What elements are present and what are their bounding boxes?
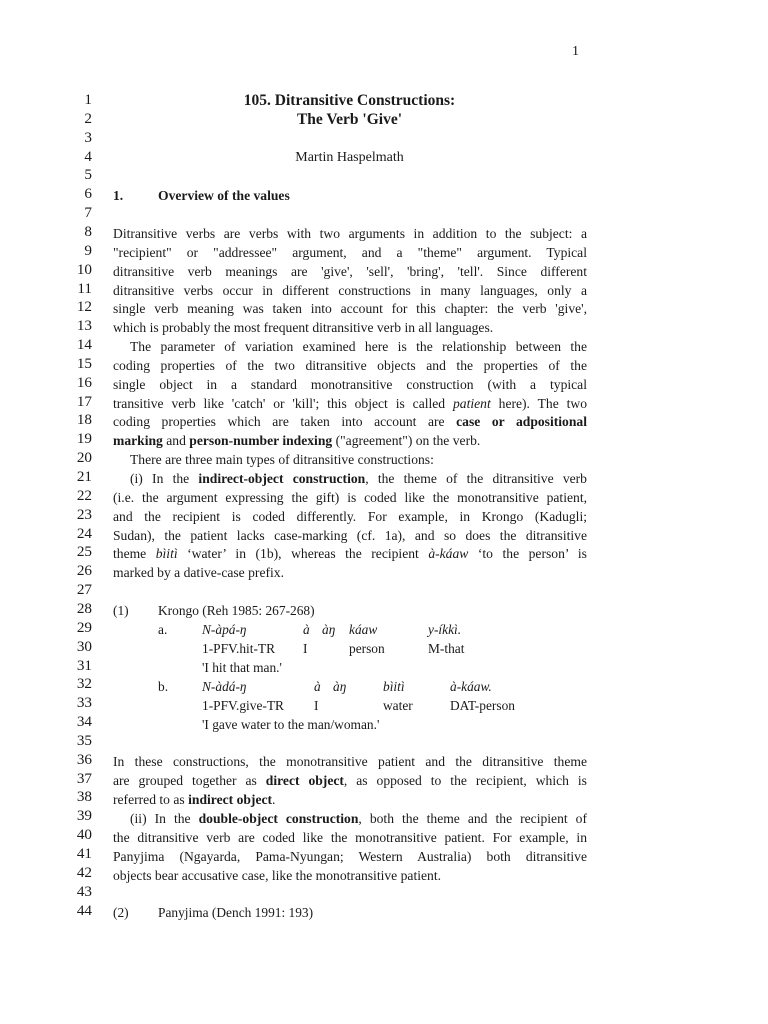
line-number: 2 — [84, 109, 92, 127]
example-1b-gloss: 1-PFV.give-TR — [202, 698, 284, 713]
example-1a-label: a. — [158, 622, 168, 637]
text-span: are grouped together as — [113, 772, 266, 788]
line-number: 3 — [84, 128, 92, 146]
example-1b-word: N-àdá-ŋ — [202, 679, 247, 694]
line-number: 1 — [84, 91, 92, 108]
line-number: 42 — [76, 863, 92, 881]
example-1b-word: bìitì — [383, 679, 405, 694]
example-1a-gloss: I — [303, 641, 308, 656]
text-line: coding properties of the two ditransitive objects and the properties of the — [113, 357, 587, 373]
text-line — [113, 413, 587, 432]
text-span: ("agreement") on the verb. — [332, 433, 481, 449]
text-span: referred to as — [113, 791, 189, 807]
line-number: 11 — [77, 279, 92, 297]
text-line: the ditransitive verb are coded like the monotransitive patient. For example, in — [113, 829, 587, 845]
text-line: marked by a dative-case prefix. — [113, 565, 284, 581]
text-line: ditransitive verbs occur in different constructions in many languages, only a — [113, 282, 587, 298]
line-number: 36 — [76, 750, 92, 768]
text-span: theme — [113, 546, 156, 562]
text-line: which is probably the most frequent ditransitive verb in all languages. — [113, 320, 494, 336]
paragraph-4 — [113, 470, 587, 583]
line-number: 43 — [76, 882, 92, 900]
line-number: 41 — [76, 845, 92, 862]
example-1a-word: N-àpá-ŋ — [202, 622, 247, 637]
text-span: coding properties which are taken into account are — [113, 414, 457, 430]
section-number: 1. — [113, 188, 124, 203]
line-number: 37 — [76, 769, 92, 787]
term-indirect-object: indirect object — [188, 791, 273, 807]
line-number: 13 — [76, 317, 92, 335]
text-line: Sudan), the patient lacks case-marking (cf. 1a), and so does the ditransitive — [113, 527, 587, 543]
term-double-object-construction: double-object construction — [198, 811, 359, 826]
line-number: 24 — [76, 524, 92, 542]
paragraph-3: There are three main types of ditransitive constructions: — [130, 452, 434, 467]
line-number: 12 — [76, 298, 92, 316]
line-number: 38 — [76, 788, 92, 806]
term-case-marking: case or adpositional — [456, 414, 587, 430]
paragraph-2 — [113, 338, 587, 451]
line-number: 15 — [76, 354, 92, 372]
example-1a-gloss: 1-PFV.hit-TR — [202, 641, 276, 656]
page-number: 1 — [572, 44, 579, 59]
example-1a-word: y-íkkì. — [428, 622, 462, 637]
line-number: 17 — [76, 392, 92, 410]
example-1a-gloss: M-that — [428, 641, 465, 656]
text-line: and the recipient is coded differently. For example, in Krongo (Kadugli; — [113, 508, 587, 524]
line-number: 33 — [76, 694, 92, 712]
line-number: 35 — [76, 731, 92, 749]
text-line: (i.e. the argument expressing the gift) is coded like the monotransitive patient, — [113, 489, 587, 505]
line-number: 28 — [76, 599, 92, 617]
term-to-person: à-káaw — [428, 546, 469, 562]
text-line: Ditransitive verbs are verbs with two arguments in addition to the subject: a — [113, 226, 587, 241]
line-number: 34 — [76, 713, 92, 731]
line-number: 19 — [76, 430, 92, 448]
example-1b-translation: 'I gave water to the man/woman.' — [202, 717, 380, 732]
example-1-source: Krongo (Reh 1985: 267-268) — [158, 603, 315, 618]
author: Martin Haspelmath — [295, 150, 404, 165]
text-span: , the theme of the ditransitive verb — [365, 471, 587, 486]
text-line: In these constructions, the monotransitive patient and the ditransitive theme — [113, 754, 587, 769]
line-number: 9 — [84, 241, 92, 259]
example-2-source: Panyjima (Dench 1991: 193) — [158, 905, 314, 920]
line-number: 29 — [76, 618, 92, 636]
term-marking: marking — [113, 433, 163, 449]
text-span: ‘water’ in (1b), whereas the recipient — [177, 546, 429, 562]
example-1a-word: à — [303, 622, 310, 637]
example-1b-word: à-káaw. — [450, 679, 492, 694]
example-1b-gloss: I — [314, 698, 319, 713]
text-span: (ii) In the — [130, 811, 199, 826]
text-line: single verb meaning was taken into account for this chapter: the verb 'give', — [113, 301, 587, 317]
text-line: single object in a standard monotransitive construction (with a typical — [113, 376, 587, 392]
text-line — [113, 470, 587, 489]
term-person-number-indexing: person-number indexing — [189, 433, 333, 449]
title-line-2: The Verb 'Give' — [296, 111, 403, 128]
example-1-number: (1) — [113, 603, 129, 618]
example-1b-word: àŋ — [333, 679, 347, 694]
text-line — [113, 810, 587, 829]
line-number: 31 — [76, 656, 92, 674]
section-title: Overview of the values — [158, 188, 290, 203]
term-indirect-object-construction: indirect-object construction — [198, 471, 366, 486]
text-span: . — [272, 791, 276, 807]
term-water: bìitì — [155, 546, 178, 562]
line-number: 8 — [84, 222, 92, 240]
term-patient: patient — [453, 395, 491, 411]
text-line: Panyjima (Ngayarda, Pama-Nyungan; Western Australia) both ditransitive — [113, 848, 587, 864]
line-number: 20 — [76, 449, 92, 467]
text-line — [113, 772, 587, 791]
line-number: 27 — [76, 581, 92, 599]
text-span: , as opposed to the recipient, which is — [343, 772, 587, 788]
line-number: 16 — [76, 373, 92, 391]
text-span: (i) In the — [130, 471, 199, 486]
example-1b-word: à — [314, 679, 321, 694]
line-number: 18 — [76, 411, 92, 429]
line-number: 25 — [76, 543, 92, 561]
paragraph-1 — [113, 225, 587, 338]
text-line: objects bear accusative case, like the monotransitive patient. — [113, 867, 442, 883]
text-line: "recipient" or "addressee" argument, and a "theme" argument. Typical — [113, 244, 587, 260]
line-number: 32 — [76, 675, 92, 693]
text-line — [113, 545, 587, 564]
paragraph-6 — [113, 810, 587, 885]
example-1b-gloss: DAT-person — [450, 698, 515, 713]
text-span: and — [162, 433, 190, 449]
example-1b-label: b. — [158, 679, 169, 694]
text-line — [113, 432, 587, 451]
line-number: 6 — [84, 185, 92, 203]
text-span: ‘to the person’ is — [468, 546, 587, 562]
text-span: here). The two — [490, 395, 587, 411]
line-number: 21 — [76, 468, 92, 485]
line-number: 7 — [84, 204, 92, 222]
section-heading — [113, 188, 290, 204]
title-line-1: 105. Ditransitive Constructions: — [243, 92, 456, 109]
text-line: The parameter of variation examined here is the relationship between the — [130, 339, 587, 354]
example-2-number: (2) — [113, 905, 129, 920]
example-1a-gloss: person — [349, 641, 385, 656]
text-span: transitive verb like 'catch' or 'kill'; this object is called — [113, 395, 453, 411]
line-number: 5 — [84, 166, 92, 184]
term-direct-object: direct object — [265, 772, 344, 788]
line-number: 30 — [76, 637, 92, 655]
paragraph-5 — [113, 753, 587, 810]
line-number: 23 — [76, 505, 92, 523]
example-1a-translation: 'I hit that man.' — [202, 660, 282, 675]
text-line — [113, 791, 587, 810]
line-number: 14 — [76, 336, 92, 354]
line-number: 4 — [84, 147, 92, 165]
line-number: 10 — [76, 260, 92, 278]
example-1a-word: káaw — [349, 622, 378, 637]
line-number: 40 — [76, 826, 92, 844]
line-number: 26 — [76, 562, 92, 580]
text-span: , both the theme and the recipient of — [358, 811, 588, 826]
example-1b-gloss: water — [383, 698, 413, 713]
example-1a-word: àŋ — [322, 622, 336, 637]
text-line: ditransitive verb meanings are 'give', 'sell', 'bring', 'tell'. Since different — [113, 263, 587, 279]
line-number: 22 — [76, 486, 92, 504]
line-number: 39 — [76, 807, 92, 825]
line-number: 44 — [76, 901, 92, 919]
text-line — [113, 395, 587, 414]
